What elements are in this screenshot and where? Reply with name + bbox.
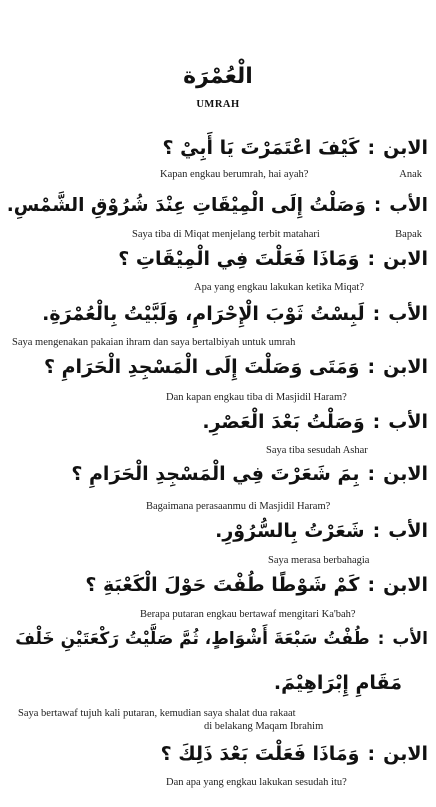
utterance-arabic: وَصَلْتُ إِلَى الْمِيْقَاتِ عِنْدَ شُرُوْقِ الشَّمْسِ. — [6, 195, 366, 216]
dialogue-line-8: الابن:كَمْ شَوْطًا طُفْتَ حَوْلَ الْكَعْبَةِ ؟ — [8, 571, 428, 599]
dialogue-line-0: الابن:كَيْفَ اعْتَمَرْتَ يَا أَبِيْ ؟ — [8, 134, 428, 162]
utterance-arabic-continuation: مَقَامِ إِبْرَاهِيْمَ. — [273, 672, 402, 694]
translation-9-continuation: di belakang Maqam Ibrahim — [204, 721, 324, 732]
speaker-arabic: الابن — [383, 137, 428, 159]
translation-2: Apa yang engkau lakukan ketika Miqat? — [194, 282, 364, 293]
speaker-indonesian-0: Anak — [399, 169, 422, 180]
utterance-arabic: وَصَلْتُ بَعْدَ الْعَصْرِ. — [202, 411, 365, 433]
dialogue-line-5: الأب:وَصَلْتُ بَعْدَ الْعَصْرِ. — [8, 408, 428, 436]
translation-6: Bagaimana perasaanmu di Masjidil Haram? — [146, 501, 331, 512]
dialogue-line-6: الابن:بِمَ شَعَرْتَ فِي الْمَسْجِدِ الْحَرَامِ ؟ — [8, 460, 428, 488]
dialogue-line-7: الأب:شَعَرْتُ بِالسُّرُوْرِ. — [8, 517, 428, 545]
translation-10: Dan apa yang engkau lakukan sesudah itu? — [166, 777, 347, 788]
speaker-arabic: الابن — [383, 248, 428, 270]
utterance-arabic: كَمْ شَوْطًا طُفْتَ حَوْلَ الْكَعْبَةِ ؟ — [85, 574, 360, 596]
utterance-arabic: شَعَرْتُ بِالسُّرُوْرِ. — [215, 520, 365, 542]
translation-1: Saya tiba di Miqat menjelang terbit matahari — [132, 229, 320, 240]
utterance-arabic: وَمَاذَا فَعَلْتَ فِي الْمِيْقَاتِ ؟ — [118, 248, 360, 270]
speaker-arabic: الابن — [383, 356, 428, 378]
utterance-arabic: بِمَ شَعَرْتَ فِي الْمَسْجِدِ الْحَرَامِ ؟ — [71, 463, 360, 485]
title-latin: UMRAH — [196, 99, 240, 110]
dialogue-line-1: الأب:وَصَلْتُ إِلَى الْمِيْقَاتِ عِنْدَ شُرُوْقِ الشَّمْسِ. — [8, 192, 428, 220]
utterance-arabic: كَيْفَ اعْتَمَرْتَ يَا أَبِيْ ؟ — [162, 137, 360, 159]
utterance-arabic: طُفْتُ سَبْعَةَ أَشْوَاطٍ، ثُمَّ صَلَّيْتُ رَكْعَتَيْنِ خَلْفَ — [15, 629, 370, 649]
speaker-arabic: الابن — [383, 574, 428, 596]
dialogue-line-9: الأب:طُفْتُ سَبْعَةَ أَشْوَاطٍ، ثُمَّ صَلَّيْتُ رَكْعَتَيْنِ خَلْفَ — [8, 625, 428, 653]
speaker-arabic: الابن — [383, 743, 428, 765]
translation-7: Saya merasa berbahagia — [268, 555, 370, 566]
speaker-arabic: الأب — [392, 629, 428, 649]
speaker-arabic: الأب — [388, 303, 428, 325]
translation-8: Berapa putaran engkau bertawaf mengitari Ka'bah? — [140, 609, 356, 620]
utterance-arabic: وَمَاذَا فَعَلْتَ بَعْدَ ذَلِكَ ؟ — [160, 743, 360, 765]
translation-0: Kapan engkau berumrah, hai ayah? — [160, 169, 309, 180]
utterance-arabic: وَمَتَى وَصَلْتَ إِلَى الْمَسْجِدِ الْحَرَامِ ؟ — [43, 356, 360, 378]
dialogue-line-2: الابن:وَمَاذَا فَعَلْتَ فِي الْمِيْقَاتِ ؟ — [8, 245, 428, 273]
speaker-arabic: الأب — [388, 520, 428, 542]
dialogue-line-10: الابن:وَمَاذَا فَعَلْتَ بَعْدَ ذَلِكَ ؟ — [8, 740, 428, 768]
translation-4: Dan kapan engkau tiba di Masjidil Haram? — [166, 392, 347, 403]
speaker-arabic: الأب — [389, 195, 428, 216]
speaker-arabic: الأب — [388, 411, 428, 433]
utterance-arabic: لَبِسْتُ ثَوْبَ الْإِحْرَامِ، وَلَبَّيْتُ بِالْعُمْرَةِ. — [42, 303, 365, 325]
speaker-indonesian-1: Bapak — [395, 229, 422, 240]
speaker-arabic: الابن — [383, 463, 428, 485]
dialogue-line-3: الأب:لَبِسْتُ ثَوْبَ الْإِحْرَامِ، وَلَبَّيْتُ بِالْعُمْرَةِ. — [8, 300, 428, 328]
dialogue-line-4: الابن:وَمَتَى وَصَلْتَ إِلَى الْمَسْجِدِ الْحَرَامِ ؟ — [8, 353, 428, 381]
translation-5: Saya tiba sesudah Ashar — [266, 445, 368, 456]
translation-9: Saya bertawaf tujuh kali putaran, kemudian saya shalat dua rakaat — [18, 708, 296, 719]
translation-3: Saya mengenakan pakaian ihram dan saya bertalbiyah untuk umrah — [12, 337, 296, 348]
title-arabic: الْعُمْرَة — [183, 64, 253, 89]
